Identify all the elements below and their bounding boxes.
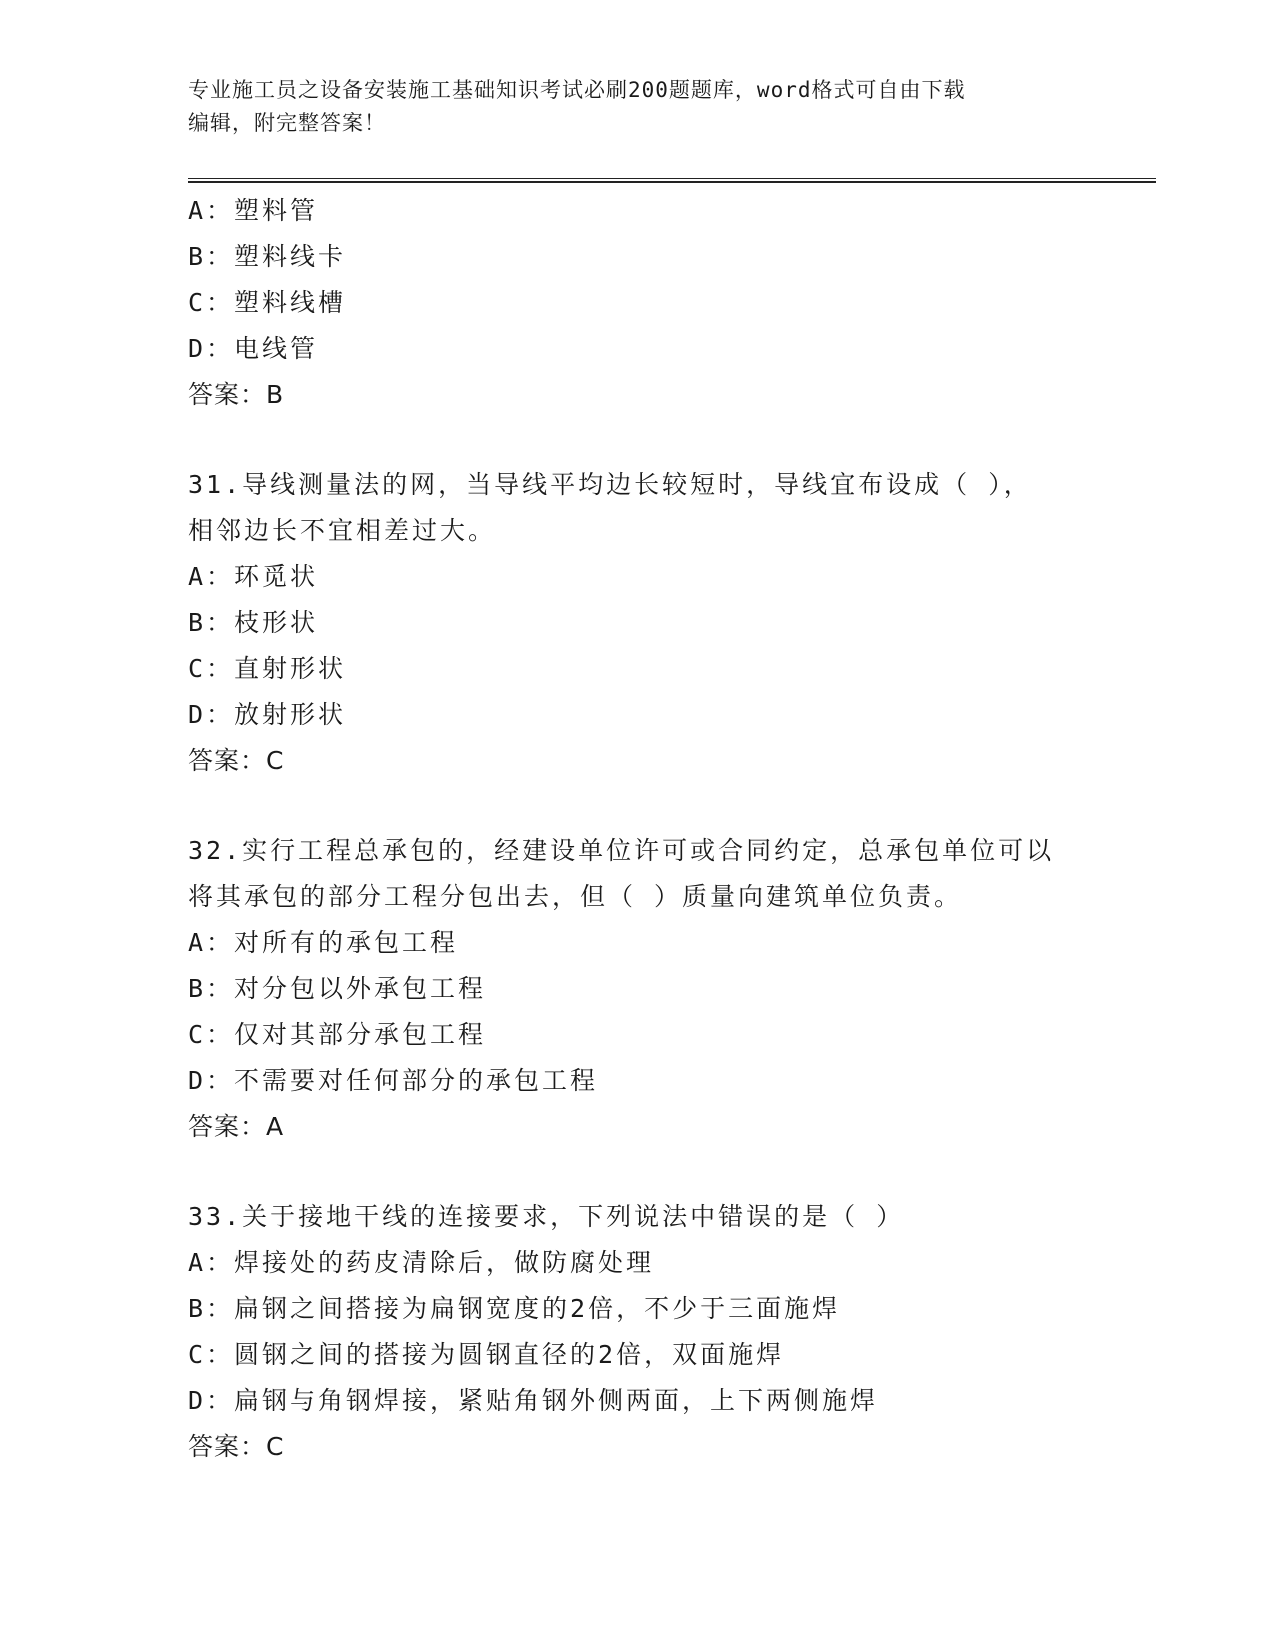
question-text-line-2: 相邻边长不宜相差过大。 (188, 516, 497, 545)
option-c: C：仅对其部分承包工程 (188, 1020, 487, 1049)
spacer (188, 418, 1148, 462)
option-a: A：环觅状 (188, 562, 319, 591)
question-text (188, 828, 1148, 920)
option-b: B：枝形状 (188, 608, 319, 637)
spacer (188, 1150, 1148, 1194)
header-title-line-1: 专业施工员之设备安装施工基础知识考试必刷200题题库，word格式可自由下载 (188, 78, 966, 102)
option-a: A：焊接处的药皮清除后，做防腐处理 (188, 1248, 655, 1277)
question-text-line-1: 31.导线测量法的网，当导线平均边长较短时，导线宜布设成（ ）， (188, 470, 1032, 499)
spacer (188, 784, 1148, 828)
option-d: D：不需要对任何部分的承包工程 (188, 1066, 599, 1095)
question-text (188, 1194, 1148, 1240)
answer-label: 答案：A (188, 1112, 285, 1141)
option-c: C：直射形状 (188, 654, 347, 683)
question-text-line-1: 33.关于接地干线的连接要求，下列说法中错误的是（ ） (188, 1202, 905, 1231)
answer-label: 答案：C (188, 1432, 285, 1461)
option-d: D：电线管 (188, 334, 319, 363)
answer-label: 答案：B (188, 380, 285, 409)
option-a: A：对所有的承包工程 (188, 928, 459, 957)
question-30 (188, 188, 1148, 418)
question-text-line-1: 32.实行工程总承包的，经建设单位许可或合同约定，总承包单位可以 (188, 836, 1055, 865)
option-b: B：对分包以外承包工程 (188, 974, 487, 1003)
option-b: B：扁钢之间搭接为扁钢宽度的2倍，不少于三面施焊 (188, 1294, 841, 1323)
header-divider (188, 178, 1156, 183)
header-title-line-2: 编辑，附完整答案！ (188, 111, 386, 135)
question-text (188, 462, 1148, 554)
option-a: A：塑料管 (188, 196, 319, 225)
option-d: D：扁钢与角钢焊接，紧贴角钢外侧两面，上下两侧施焊 (188, 1386, 879, 1415)
option-d: D：放射形状 (188, 700, 347, 729)
answer-label: 答案：C (188, 746, 285, 775)
question-32 (188, 828, 1148, 1150)
option-b: B：塑料线卡 (188, 242, 347, 271)
document-header (188, 74, 1088, 140)
question-list (188, 188, 1148, 1470)
question-31 (188, 462, 1148, 784)
option-c: C：塑料线槽 (188, 288, 347, 317)
question-33 (188, 1194, 1148, 1470)
option-c: C：圆钢之间的搭接为圆钢直径的2倍，双面施焊 (188, 1340, 785, 1369)
question-text-line-2: 将其承包的部分工程分包出去，但（ ）质量向建筑单位负责。 (188, 882, 963, 911)
